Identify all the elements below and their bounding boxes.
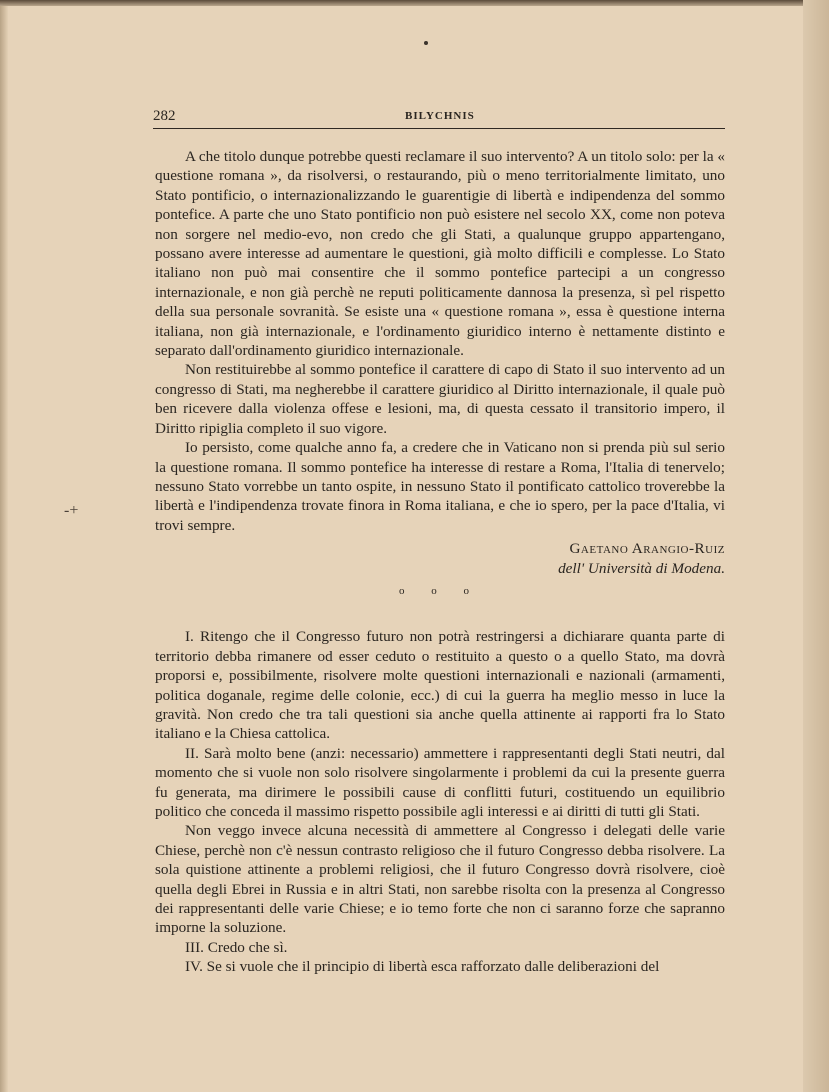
paragraph: Non restituirebbe al sommo pontefice il carattere di capo di Stato il suo intervento ad un congresso di Stati, ma negherebbe il carattere giuridico al Diritto internazionale, il quale può ben ricevere dalla violenza offese e lesioni, ma, di questa cessato il transitorio impero, il Diritto ripiglia completo il suo vigore. <box>155 361 725 437</box>
header-rule <box>153 128 725 129</box>
page-number: 282 <box>153 108 176 124</box>
paragraph: A che titolo dunque potrebbe questi reclamare il suo intervento? A un titolo solo: per la « questione romana », da risolversi, o restaurando, più o meno territorialmente limitato, uno Stato pontificio, o internazionalizzando le guarentigie di libertà e indipendenza del sommo pontefice. A parte che uno Stato pontificio non può esistere nel secolo XX, come non poteva non sorgere nel medio-evo, non credo che gli Stati, a qualunque gruppo appartengano, possano avere interesse ad aumentare le questioni, già molto difficili e complesse. Lo Stato italiano non può mai consentire che il sommo pontefice partecipi a un congresso internazionale, e non già perchè ne reputi politicamente dannosa la presenza, sì pel rispetto della sua personale sovranità. Se esiste una « questione romana », essa è questione interna italiana, non già internazionale, e l'ordinamento giuridico interno è nettamente distinto e separato dall'ordinamento giuridico internazionale. <box>155 148 725 360</box>
page-edge-left <box>0 0 8 1092</box>
paragraph: IV. Se si vuole che il principio di libertà esca rafforzato dalle deliberazioni del <box>185 958 660 976</box>
section-1 <box>155 147 725 578</box>
section-separator: o o o <box>399 584 481 597</box>
paragraph: Non veggo invece alcuna necessità di ammettere al Congresso i delegati delle varie Chiese, perchè non c'è nessun contrasto religioso che il futuro Congresso debba risolvere. La sola quistione attinente a problemi religiosi, che il futuro Congresso dovrà risolvere, cioè quella degli Ebrei in Russia e in altri Stati, non sarebbe risolta con la presenza al Congresso dei rappresentanti delle varie Chiese; e io temo forte che non ci saranno forze che sapranno imporne la soluzione. <box>155 822 725 937</box>
paragraph: Io persisto, come qualche anno fa, a credere che in Vaticano non si prenda più sul serio la questione romana. Il sommo pontefice ha interesse di restare a Roma, l'Italia di tenervelo; nessuno Stato vorrebbe un tanto ospite, in nessuno Stato il pontificato cattolico troverebbe la libertà e l'indipendenza trovate finora in Roma italiana, e che io spero, per la pace d'Italia, vi trovi sempre. <box>155 439 725 534</box>
text-column <box>155 147 725 977</box>
running-title: BILYCHNIS <box>405 110 475 122</box>
paragraph: I. Ritengo che il Congresso futuro non potrà restringersi a dichiarare quanta parte di territorio debba rimanere od esser ceduto o restituito a questo o a quello Stato, ma dovrà proporsi e, possibilmente, risolvere molte questioni internazionali e nazionali (armamenti, politica doganale, regime delle colonie, ecc.) di cui la guerra ha meglio messo in luce la gravità. Non credo che tra tali questioni sia anche quella attinente ai rapporti fra lo Stato italiano e la Chiesa cattolica. <box>155 628 725 743</box>
signature <box>155 539 725 578</box>
paragraph: II. Sarà molto bene (anzi: necessario) ammettere i rappresentanti degli Stati neutri, dal momento che si vuole non solo risolvere singolarmente i problemi da cui la presente guerra fu generata, ma dirimere le possibili cause di conflitti futuri, costituendo un equilibrio politico che conceda il massimo rispetto possibile agli interessi e ai diritti di tutti gli Stati. <box>155 744 725 820</box>
signature-name: Gaetano Arangio-Ruiz <box>569 540 725 558</box>
print-dot <box>424 41 428 45</box>
section-2 <box>155 627 725 976</box>
signature-affiliation: dell' Università di Modena. <box>558 559 725 577</box>
margin-mark: -+ <box>64 502 79 519</box>
page-edge-right <box>803 0 829 1092</box>
page-edge-top <box>0 0 829 6</box>
page-header <box>153 108 725 128</box>
paragraph: III. Credo che sì. <box>185 938 288 956</box>
